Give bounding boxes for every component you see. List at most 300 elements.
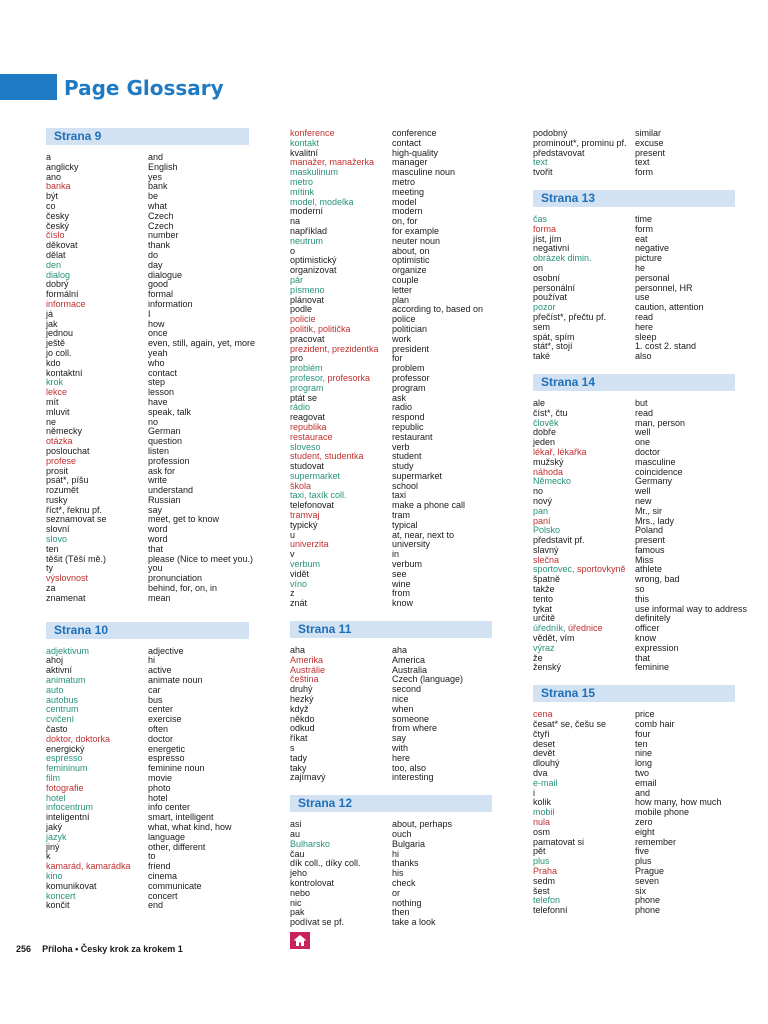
english-translation: who — [148, 357, 165, 368]
glossary-entry — [290, 570, 492, 580]
czech-term: profese — [46, 455, 77, 466]
home-icon[interactable] — [290, 932, 310, 949]
glossary-entry — [533, 149, 735, 159]
glossary-entry — [290, 820, 492, 830]
glossary-entry — [533, 887, 735, 897]
glossary-entry — [290, 345, 492, 355]
czech-term: s — [290, 743, 295, 754]
english-translation: letter — [392, 284, 413, 295]
czech-term: jiný — [46, 841, 60, 852]
czech-term: pět — [533, 846, 546, 857]
english-translation: Mrs., lady — [635, 515, 675, 526]
english-translation: meet, get to know — [148, 514, 220, 525]
english-translation: espresso — [148, 753, 185, 764]
english-translation: Australia — [392, 664, 428, 675]
czech-term: na — [290, 216, 301, 227]
czech-term: prosit — [46, 465, 69, 476]
czech-term: tvořit — [533, 167, 553, 178]
czech-term: adjektivum — [46, 645, 90, 656]
english-translation: interesting — [392, 772, 434, 783]
czech-term: nic — [290, 897, 302, 908]
czech-term: o — [290, 245, 296, 256]
english-translation: center — [148, 704, 174, 715]
english-translation: understand — [148, 485, 194, 496]
english-translation: thanks — [392, 858, 419, 869]
glossary-section — [290, 621, 492, 783]
glossary-entry — [533, 517, 735, 527]
czech-term: pan — [533, 505, 549, 516]
english-translation: well — [635, 486, 651, 497]
czech-term: náhoda — [533, 466, 564, 477]
czech-term: model, modelka — [290, 196, 354, 207]
english-translation: also — [635, 351, 652, 362]
czech-term: někdo — [290, 713, 315, 724]
czech-term: u — [290, 529, 296, 540]
english-translation: check — [392, 877, 416, 888]
czech-term: výslovnost — [46, 573, 89, 584]
glossary-entry — [533, 906, 735, 916]
english-translation: man, person — [635, 417, 686, 428]
section-heading: Strana 14 — [533, 374, 735, 391]
czech-term: plus — [533, 856, 550, 867]
english-translation: make a phone call — [392, 500, 466, 511]
english-translation: German — [148, 426, 181, 437]
english-translation: here — [392, 752, 411, 763]
english-translation: animate noun — [148, 675, 203, 686]
glossary-entry — [290, 724, 492, 734]
czech-term: devět — [533, 748, 556, 759]
czech-term: k — [46, 851, 51, 862]
czech-term: den — [46, 259, 62, 270]
english-translation: how — [148, 318, 165, 329]
english-translation: republic — [392, 421, 424, 432]
english-translation: school — [392, 480, 419, 491]
english-translation: nine — [635, 748, 653, 759]
english-translation: on, for — [392, 216, 418, 227]
english-translation: often — [148, 724, 169, 735]
czech-term: negativní — [533, 243, 570, 254]
czech-term: cvičení — [46, 714, 75, 725]
english-translation: athlete — [635, 564, 663, 575]
glossary-entry — [533, 867, 735, 877]
english-translation: this — [635, 593, 650, 604]
czech-term: kino — [46, 870, 63, 881]
czech-term: jednou — [46, 328, 74, 339]
glossary-entry — [533, 158, 735, 168]
czech-term: telefonní — [533, 905, 568, 916]
english-translation: organize — [392, 265, 427, 276]
section-heading: Strana 15 — [533, 685, 735, 702]
czech-term: Německo — [533, 476, 572, 487]
english-translation: listen — [148, 445, 170, 456]
english-translation: I — [148, 308, 151, 319]
english-translation: profession — [148, 455, 190, 466]
glossary-entry — [290, 859, 492, 869]
glossary-entry — [533, 428, 735, 438]
glossary-entry — [290, 560, 492, 570]
czech-term: psát*, píšu — [46, 475, 89, 486]
section-heading: Strana 11 — [290, 621, 492, 638]
czech-term: taxi, taxík coll. — [290, 490, 347, 501]
english-translation: text — [635, 157, 650, 168]
czech-term: dva — [533, 768, 548, 779]
english-translation: photo — [148, 782, 171, 793]
czech-term: pracovat — [290, 333, 325, 344]
english-translation: nice — [392, 694, 409, 705]
czech-term: espresso — [46, 753, 83, 764]
glossary-entry — [533, 663, 735, 673]
english-translation: too, also — [392, 762, 427, 773]
glossary-entry — [290, 550, 492, 560]
english-translation: comb hair — [635, 719, 675, 730]
czech-term: stát*, stojí — [533, 341, 573, 352]
english-translation: yeah — [148, 347, 168, 358]
english-translation: Czech (language) — [392, 674, 464, 685]
czech-term: česat* se, češu se — [533, 719, 607, 730]
czech-term: pozor — [533, 302, 556, 313]
english-translation: form — [635, 223, 653, 234]
english-translation: about, on — [392, 245, 430, 256]
glossary-entry — [290, 129, 492, 139]
glossary-entry — [533, 215, 735, 225]
english-translation: other, different — [148, 841, 206, 852]
czech-term: inteligentní — [46, 812, 90, 823]
english-translation: word — [148, 534, 168, 545]
czech-term: maskulinum — [290, 167, 339, 178]
english-translation: five — [635, 846, 650, 857]
czech-term: osobní — [533, 272, 561, 283]
czech-term: dobrý — [46, 279, 69, 290]
english-translation: four — [635, 728, 651, 739]
czech-term: paní — [533, 515, 551, 526]
czech-term: komunikovat — [46, 880, 97, 891]
czech-term: číst*, čtu — [533, 407, 568, 418]
czech-term: představovat — [533, 147, 585, 158]
czech-term: víno — [290, 578, 308, 589]
english-translation: ten — [635, 738, 648, 749]
czech-term: seznamovat se — [46, 514, 107, 525]
english-translation: cinema — [148, 870, 178, 881]
czech-term: kdo — [46, 357, 61, 368]
glossary-section — [290, 795, 492, 928]
czech-term: text — [533, 157, 548, 168]
english-translation: radio — [392, 402, 413, 413]
english-translation: so — [635, 584, 645, 595]
english-translation: manager — [392, 157, 428, 168]
english-translation: student — [392, 451, 422, 462]
czech-term: centrum — [46, 704, 79, 715]
czech-term: Praha — [533, 866, 558, 876]
czech-term: energický — [46, 743, 85, 754]
glossary-entry — [533, 818, 735, 828]
czech-term: mluvit — [46, 406, 70, 417]
czech-term: sedm — [533, 875, 556, 886]
czech-term: infocentrum — [46, 802, 94, 813]
czech-term: ahoj — [46, 655, 64, 666]
glossary-entry — [290, 237, 492, 247]
czech-term: au — [290, 829, 301, 839]
czech-term: taky — [290, 762, 307, 773]
czech-term: výraz — [533, 642, 555, 653]
czech-term: druhý — [290, 684, 313, 695]
czech-term: reagovat — [290, 412, 326, 423]
czech-term: odkud — [290, 723, 315, 734]
english-translation: metro — [392, 176, 416, 187]
english-translation: officer — [635, 623, 660, 634]
english-translation: about, perhaps — [392, 819, 453, 830]
english-translation: end — [148, 900, 164, 911]
english-translation: behind, for, on, in — [148, 583, 218, 594]
glossary-entry — [290, 178, 492, 188]
english-translation: doctor — [148, 733, 174, 744]
glossary-entry — [533, 798, 735, 808]
glossary-entry — [533, 877, 735, 887]
czech-term: studovat — [290, 461, 325, 472]
glossary-entry — [533, 730, 735, 740]
english-translation: for — [392, 353, 403, 364]
czech-term: deset — [533, 738, 556, 749]
english-translation: in — [392, 549, 400, 560]
czech-term: Amerika — [290, 654, 324, 665]
english-translation: price — [635, 709, 655, 720]
czech-term: hotel — [46, 792, 66, 803]
czech-term: jo coll. — [46, 347, 72, 358]
english-translation: verb — [392, 441, 410, 452]
english-translation: professor — [392, 372, 430, 383]
english-translation: mobile phone — [635, 807, 690, 818]
czech-term: on — [533, 262, 544, 273]
glossary-entry — [290, 511, 492, 521]
czech-term: ty — [46, 563, 54, 574]
english-translation: exercise — [148, 714, 182, 725]
glossary-entry — [533, 225, 735, 235]
english-translation: hi — [392, 848, 400, 859]
glossary-entry — [290, 840, 492, 850]
english-translation: please (Nice to meet you.) — [148, 553, 254, 564]
english-translation: once — [148, 328, 168, 339]
english-translation: use — [635, 292, 650, 303]
english-translation: or — [392, 887, 401, 898]
czech-term: cena — [533, 709, 553, 720]
column-3 — [533, 128, 748, 916]
czech-term: neutrum — [290, 235, 324, 246]
czech-term: škola — [290, 480, 312, 491]
czech-term: dík coll., díky coll. — [290, 858, 361, 869]
glossary-entry — [533, 565, 735, 575]
glossary-entry — [533, 808, 735, 818]
czech-term: kamarád, kamarádka — [46, 861, 131, 872]
english-translation: energetic — [148, 743, 186, 754]
glossary-entry — [290, 705, 492, 715]
english-translation: 1. cost 2. stand — [635, 341, 697, 352]
english-translation: formal — [148, 289, 174, 300]
glossary-entry — [533, 546, 735, 556]
czech-term: Austrálie — [290, 664, 326, 675]
english-translation: eat — [635, 233, 648, 244]
glossary-entry — [290, 685, 492, 695]
czech-term: česky — [46, 210, 70, 221]
czech-term: aha — [290, 645, 306, 656]
english-translation: phone — [635, 895, 661, 906]
english-translation: present — [635, 535, 666, 546]
glossary-entry — [46, 594, 249, 604]
english-translation: for example — [392, 225, 440, 236]
czech-term: jazyk — [46, 831, 67, 842]
english-translation: restaurant — [392, 431, 433, 442]
czech-term: sem — [533, 321, 551, 332]
english-translation: no — [148, 416, 159, 427]
czech-term: německy — [46, 426, 83, 437]
czech-term: podle — [290, 304, 313, 315]
column-2 — [290, 129, 492, 928]
czech-term: například — [290, 225, 328, 236]
glossary-entry — [290, 589, 492, 599]
czech-term: informace — [46, 298, 86, 309]
english-translation: present — [635, 147, 666, 158]
english-translation: language — [148, 831, 186, 842]
english-translation: respond — [392, 412, 425, 423]
czech-term: nebo — [290, 887, 311, 898]
glossary-entry — [290, 394, 492, 404]
english-translation: then — [392, 907, 410, 918]
czech-term: znamenat — [46, 592, 86, 603]
czech-term: fotografie — [46, 782, 84, 793]
glossary-entry — [533, 575, 735, 585]
english-translation: here — [635, 321, 654, 332]
czech-term: typický — [290, 519, 318, 530]
english-translation: at, near, next to — [392, 529, 455, 540]
english-translation: step — [148, 377, 166, 388]
czech-term: jeho — [290, 868, 308, 879]
english-translation: seven — [635, 875, 660, 886]
glossary-entry — [290, 695, 492, 705]
czech-term: představit pf. — [533, 535, 585, 546]
english-translation: taxi — [392, 490, 407, 501]
english-translation: communicate — [148, 880, 202, 891]
czech-term: obrázek dimin. — [533, 253, 592, 264]
czech-term: rozumět — [46, 485, 79, 496]
czech-term: v — [290, 549, 295, 560]
glossary-entry — [533, 585, 735, 595]
czech-term: banka — [46, 181, 71, 192]
english-translation: supermarket — [392, 470, 443, 481]
english-translation: from where — [392, 723, 438, 734]
english-translation: six — [635, 885, 646, 896]
czech-term: jíst, jím — [533, 233, 562, 244]
glossary-entry — [290, 472, 492, 482]
czech-term: koncert — [46, 890, 76, 901]
english-translation: Mr., sir — [635, 505, 662, 516]
glossary-entry — [290, 899, 492, 909]
czech-term: femininum — [46, 763, 88, 774]
english-translation: read — [635, 311, 654, 322]
english-translation: but — [635, 397, 648, 408]
glossary-entry — [533, 847, 735, 857]
glossary-section — [533, 374, 748, 673]
czech-term: rádio — [290, 402, 311, 413]
english-translation: write — [148, 475, 168, 486]
english-translation: mean — [148, 592, 171, 603]
czech-term: ano — [46, 171, 62, 182]
czech-term: konference — [290, 128, 335, 138]
czech-term: lekce — [46, 387, 68, 398]
czech-term: rusky — [46, 494, 68, 505]
english-translation: high-quality — [392, 147, 439, 158]
english-translation: good — [148, 279, 169, 290]
czech-term: co — [46, 200, 56, 211]
english-translation: picture — [635, 253, 663, 264]
english-translation: his — [392, 868, 404, 879]
glossary-entry — [533, 654, 735, 664]
english-translation: what — [148, 200, 168, 211]
english-translation: even, still, again, yet, more — [148, 338, 256, 349]
english-translation: know — [392, 598, 414, 609]
czech-term: otázka — [46, 436, 73, 447]
glossary-entry — [290, 744, 492, 754]
czech-term: končit — [46, 900, 70, 911]
czech-term: špatně — [533, 574, 561, 585]
czech-term: slavný — [533, 544, 559, 555]
english-translation: adjective — [148, 645, 184, 656]
english-translation: hi — [148, 655, 156, 666]
czech-term: a — [46, 152, 52, 162]
czech-term: program — [290, 382, 324, 393]
glossary-entry — [533, 857, 735, 867]
page-title: Page Glossary — [64, 76, 224, 100]
czech-term: úředník, úřednice — [533, 623, 603, 634]
glossary-entry — [290, 501, 492, 511]
english-translation: phone — [635, 905, 661, 916]
glossary-section — [46, 622, 249, 912]
czech-term: být — [46, 191, 59, 202]
czech-term: plánovat — [290, 294, 325, 305]
glossary-entry — [533, 168, 735, 178]
english-translation: ask for — [148, 465, 176, 476]
czech-term: čeština — [290, 674, 319, 685]
czech-term: číslo — [46, 230, 65, 241]
glossary-entry — [533, 409, 735, 419]
glossary-section — [533, 129, 735, 178]
english-translation: bank — [148, 181, 168, 192]
english-translation: ask — [392, 392, 407, 403]
english-translation: form — [635, 167, 653, 178]
page-footer — [16, 944, 183, 954]
english-translation: info center — [148, 802, 191, 813]
czech-term: vědět, vím — [533, 633, 575, 644]
czech-term: personální — [533, 282, 576, 293]
czech-term: slovní — [46, 524, 70, 535]
glossary-entry — [533, 313, 735, 323]
czech-term: kvalitní — [290, 147, 319, 158]
glossary-entry — [533, 264, 735, 274]
glossary-entry — [533, 769, 735, 779]
czech-term: Bulharsko — [290, 838, 331, 849]
czech-term: jaký — [46, 822, 63, 832]
glossary-entry — [533, 603, 748, 615]
english-translation: and — [148, 152, 164, 162]
english-translation: work — [392, 333, 412, 344]
czech-term: doktor, doktorka — [46, 733, 111, 744]
czech-term: manažer, manažerka — [290, 157, 375, 168]
glossary-entry — [290, 889, 492, 899]
english-translation: do — [148, 249, 159, 260]
glossary-entry — [290, 521, 492, 531]
glossary-entry — [533, 507, 735, 517]
english-translation: someone — [392, 713, 430, 724]
czech-term: slečna — [533, 554, 560, 565]
english-translation: thank — [148, 240, 171, 251]
english-translation: problem — [392, 363, 425, 374]
